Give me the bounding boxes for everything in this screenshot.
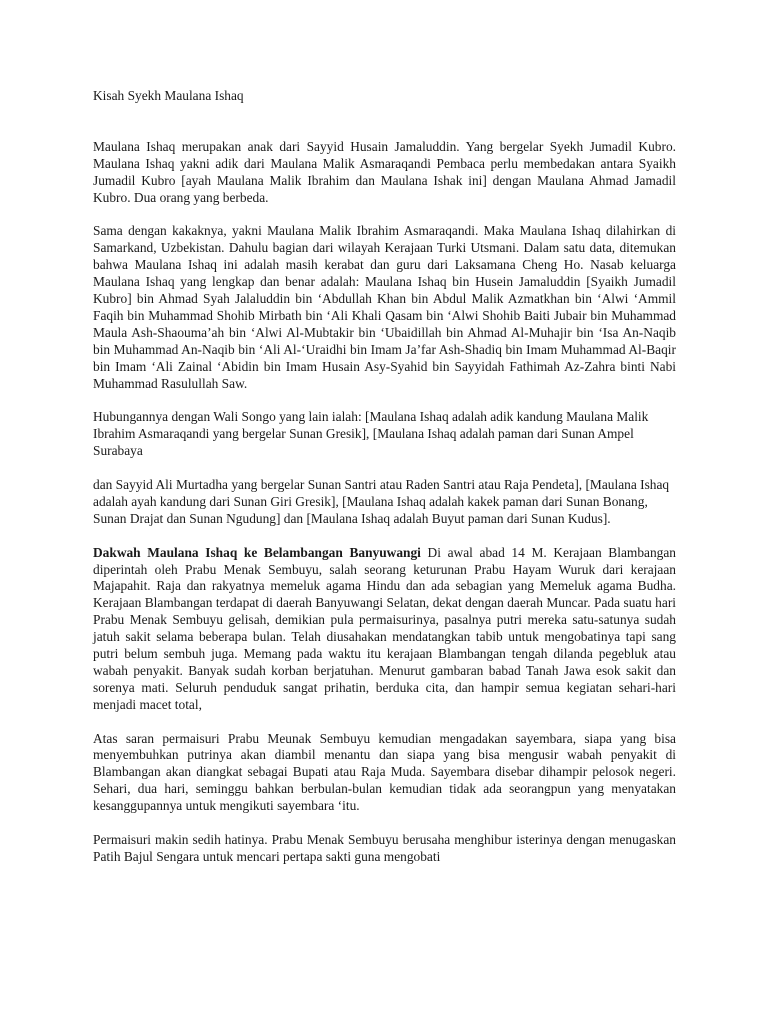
paragraph-7: Permaisuri makin sedih hatinya. Prabu Menak Sembuyu berusaha menghibur isterinya dengan menugaskan Patih Bajul Sengara untuk mencari pertapa sakti guna mengobati	[93, 831, 676, 864]
paragraph-5	[93, 545, 676, 714]
paragraph-2: Sama dengan kakaknya, yakni Maulana Malik Ibrahim Asmaraqandi. Maka Maulana Ishaq dilahirkan di Samarkand, Uzbekistan. Dahulu bagian dari wilayah Kerajaan Turki Utsmani. Dalam satu data, ditemukan bahwa Maulana Ishaq ini adalah masih kerabat dan guru dari Laksamana Cheng Ho. Nasab keluarga Maulana Ishaq yang lengkap dan benar adalah: Maulana Ishaq bin Husein Jamaluddin [Syaikh Jumadil Kubro] bin Ahmad Syah Jalaluddin bin ‘Abdullah Khan bin Abdul Malik Azmatkhan bin ‘Alwi ‘Ammil Faqih bin Muhammad Shohib Mirbath bin ‘Ali Khali Qasam bin ‘Alwi Shohib Baiti Jubair bin Muhammad Maula Ash-Shaouma’ah bin ‘Alwi Al-Mubtakir bin ‘Ubaidillah bin Ahmad Al-Muhajir bin ‘Isa An-Naqib bin Muhammad An-Naqib bin ‘Ali Al-‘Uraidhi bin Imam Ja’far Ash-Shadiq bin Imam Muhammad Al-Baqir bin Imam ‘Ali Zainal ‘Abidin bin Imam Husain Asy-Syahid bin Sayyidah Fathimah Az-Zahra binti Nabi Muhammad Rasulullah Saw.	[93, 223, 676, 391]
document-title: Kisah Syekh Maulana Ishaq	[93, 88, 244, 103]
document-body	[93, 88, 676, 883]
paragraph-3: Hubungannya dengan Wali Songo yang lain ialah: [Maulana Ishaq adalah adik kandung Maulana Malik Ibrahim Asmaraqandi yang bergelar Sunan Gresik], [Maulana Ishaq adalah paman dari Sunan Ampel Surabaya	[93, 409, 649, 459]
paragraph-6: Atas saran permaisuri Prabu Meunak Sembuyu kemudian mengadakan sayembara, siapa yang bisa menyembuhkan putrinya akan diambil menantu dan siapa yang bisa mengusir wabah penyakit di Blambangan akan diangkat sebagai Bupati atau Raja Muda. Sayembara disebar dihampir pelosok negeri. Sehari, dua hari, seminggu bahkan berbulan-bulan kemudian tidak ada seorangpun yang menyatakan kesanggupannya untuk mengikuti sayembara ‘itu.	[93, 730, 676, 814]
paragraph-4: dan Sayyid Ali Murtadha yang bergelar Sunan Santri atau Raden Santri atau Raja Pendeta], [Maulana Ishaq adalah ayah kandung dari Sunan Giri Gresik], [Maulana Ishaq adalah kakek paman dari Sunan Bonang, Sunan Drajat dan Sunan Ngudung] dan [Maulana Ishaq adalah Buyut paman dari Sunan Kudus].	[93, 476, 670, 526]
paragraph-1: Maulana Ishaq merupakan anak dari Sayyid Husain Jamaluddin. Yang bergelar Syekh Jumadil Kubro. Maulana Ishaq yakni adik dari Maulana Malik Asmaraqandi Pembaca perlu membedakan antara Syaikh Jumadil Kubro [ayah Maulana Malik Ibrahim dan Maulana Ishak ini] dengan Maulana Ahmad Jamadil Kubro. Dua orang yang berbeda.	[93, 138, 676, 205]
section-heading-dakwah: Dakwah Maulana Ishaq ke Belambangan Banyuwangi	[93, 544, 421, 560]
paragraph-5-text: Di awal abad 14 M. Kerajaan Blambangan diperintah oleh Prabu Menak Sembuyu, salah seorang keturunan Prabu Hayam Wuruk dari kerajaan Majapahit. Raja dan rakyatnya memeluk agama Hindu dan ada sebagian yang Memeluk agama Budha. Kerajaan Blambangan terdapat di daerah Banyuwangi Selatan, dekat dengan daerah Muncar. Pada suatu hari Prabu Menak Sembuyu gelisah, demikian pula permaisurinya, pasalnya putri mereka satu-satunya sudah jatuh sakit selama beberapa bulan. Telah diusahakan mendatangkan tabib untuk mengobatinya tapi sang putri belum sembuh juga. Memang pada waktu itu kerajaan Blambangan tengah dilanda pegebluk atau wabah penyakit. Banyak sudah korban berjatuhan. Menurut gambaran babad Tanah Jawa esok sakit dan sorenya mati. Seluruh penduduk sangat prihatin, berduka cita, dan hampir semua kegiatan sehari-hari menjadi macet total,	[93, 544, 676, 712]
